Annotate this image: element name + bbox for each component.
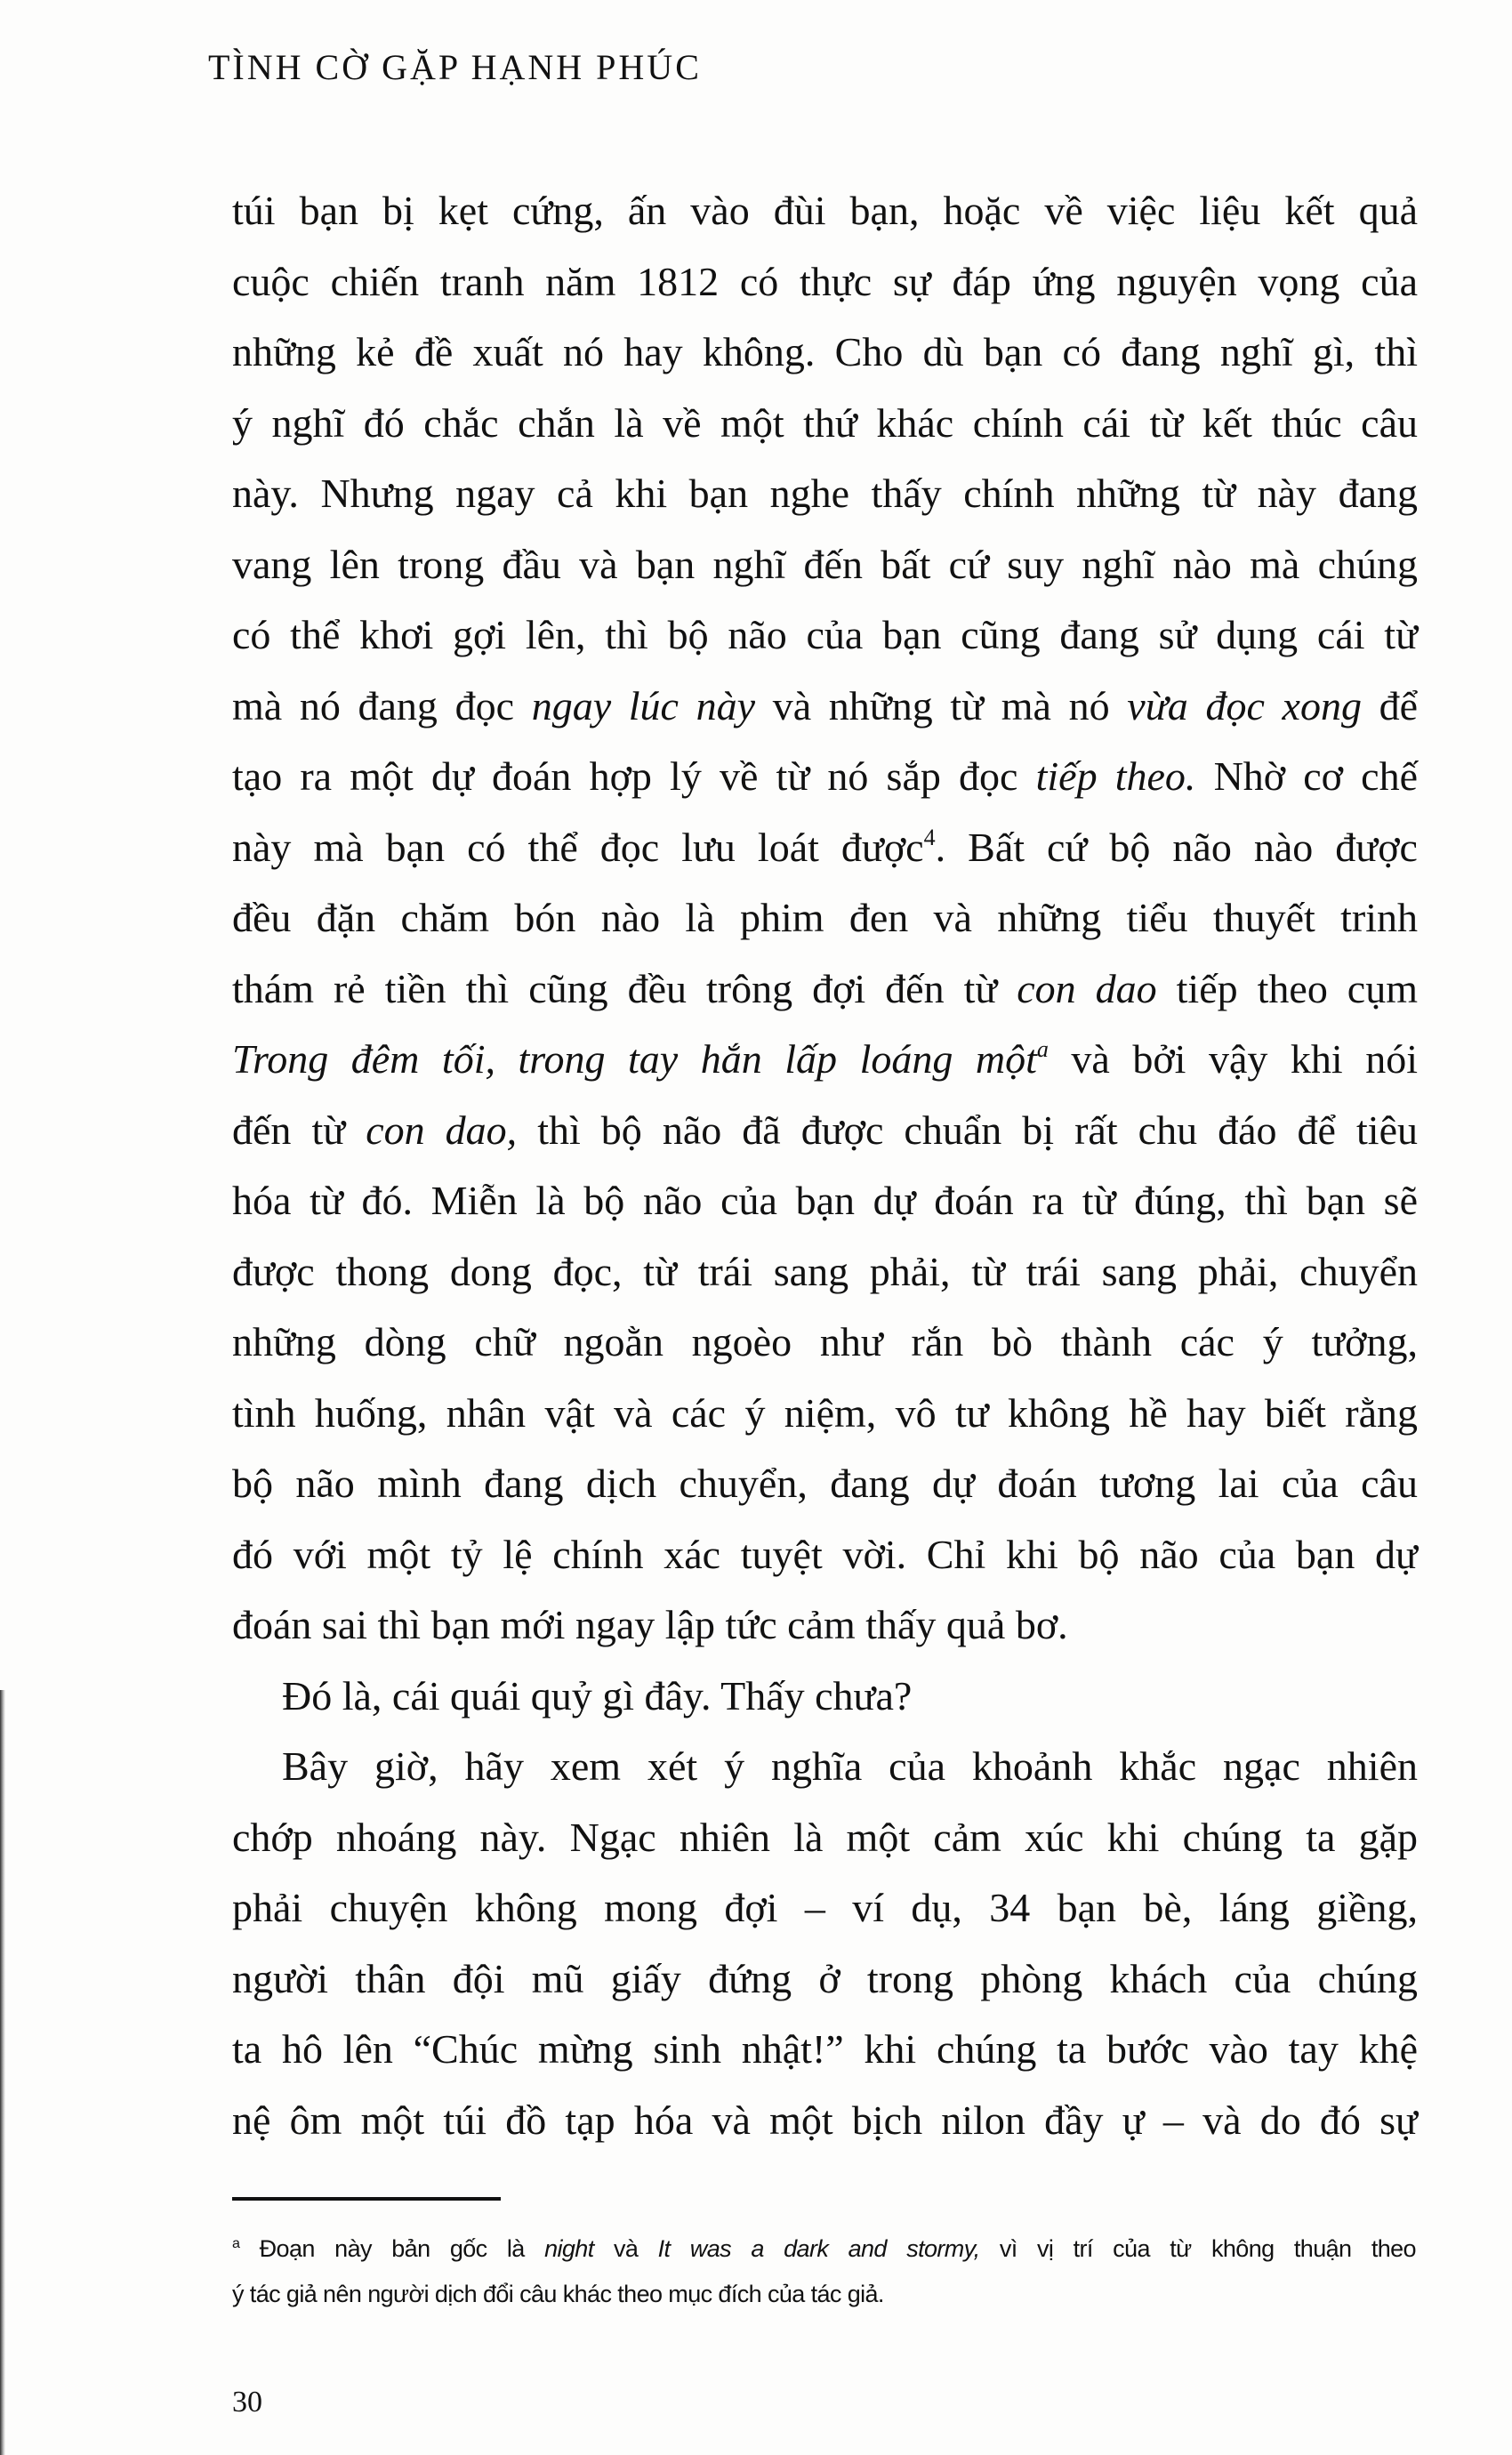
text-segment: những dòng chữ ngoằn ngoèo như rắn bò thành các ý tưởng, [232, 1319, 1418, 1364]
footnote-divider [232, 2197, 501, 2201]
text-line [232, 882, 1418, 954]
text-segment: Nhờ cơ chế [1195, 753, 1418, 799]
text-segment: Đoạn này bản gốc là [239, 2235, 545, 2262]
text-segment: và bởi vậy khi nói [1048, 1036, 1419, 1082]
text-segment: ta hô lên “Chúc mừng sinh nhật!” khi chúng ta bước vào tay khệ [232, 2026, 1418, 2072]
italic-text: con dao [1017, 965, 1157, 1011]
text-line [232, 1731, 1418, 1802]
text-line [232, 1519, 1418, 1590]
text-line [232, 1802, 1418, 1873]
text-segment: người thân đội mũ giấy đứng ở trong phòng khách của chúng [232, 1955, 1418, 2001]
italic-text: vừa đọc xong [1127, 682, 1362, 728]
text-segment: ý nghĩ đó chắc chắn là về một thứ khác chính cái từ kết thúc câu [232, 399, 1418, 446]
text-segment: vang lên trong đầu và bạn nghĩ đến bất cứ suy nghĩ nào mà chúng [232, 541, 1418, 587]
footnote-marker: 4 [923, 824, 936, 850]
text-segment: ý tác giả nên người dịch đổi câu khác theo mục đích của tác giả. [232, 2281, 884, 2307]
text-segment: thì bộ não đã được chuẩn bị rất chu đáo để tiêu [517, 1107, 1418, 1153]
text-line [232, 600, 1418, 671]
text-segment: thám rẻ tiền thì cũng đều trông đợi đến từ [232, 965, 1017, 1011]
text-segment: đoán sai thì bạn mới ngay lập tức cảm thấy quả bơ. [232, 1602, 1068, 1647]
text-line [232, 1165, 1418, 1236]
text-segment: tiếp theo cụm [1156, 965, 1418, 1011]
italic-text: ngay lúc này [531, 682, 756, 728]
text-segment: được thong dong đọc, từ trái sang phải, từ trái sang phải, chuyển [232, 1248, 1418, 1294]
text-segment: và [593, 2235, 658, 2262]
footnote-line [232, 2272, 1416, 2317]
text-line [232, 458, 1418, 529]
text-segment: này. Nhưng ngay cả khi bạn nghe thấy chính những từ này đang [232, 471, 1418, 516]
text-segment: có thể khơi gợi lên, thì bộ não của bạn cũng đang sử dụng cái từ [232, 612, 1418, 657]
footnote [232, 2226, 1416, 2317]
text-line [232, 812, 1418, 883]
text-segment: những kẻ đề xuất nó hay không. Cho dù bạn có đang nghĩ gì, thì [232, 329, 1418, 374]
text-segment: mà nó đang đọc [232, 682, 532, 728]
text-line [232, 1872, 1418, 1944]
text-line [232, 1661, 1418, 1732]
footnote-marker: a [232, 2236, 240, 2251]
text-line [232, 1590, 1418, 1661]
text-segment: cuộc chiến tranh năm 1812 có thực sự đáp ứng nguyện vọng của [232, 258, 1418, 304]
text-line [232, 1944, 1418, 2015]
text-line [232, 2085, 1418, 2156]
text-line [232, 954, 1418, 1025]
body-text [232, 175, 1418, 2155]
text-segment: bộ não mình đang dịch chuyển, đang dự đoán tương lai của câu [232, 1461, 1418, 1506]
text-line [232, 317, 1418, 388]
text-segment: hóa từ đó. Miễn là bộ não của bạn dự đoán ra từ đúng, thì bạn sẽ [232, 1178, 1418, 1223]
page-edge-shadow [0, 1690, 5, 2455]
text-segment: Đó là, cái quái quỷ gì đây. Thấy chưa? [282, 1672, 913, 1718]
text-segment: tình huống, nhân vật và các ý niệm, vô tư không hề hay biết rằng [232, 1389, 1418, 1436]
text-segment: để [1361, 682, 1419, 728]
text-segment: đến từ [232, 1107, 366, 1153]
text-segment: nệ ôm một túi đồ tạp hóa và một bịch nilon đầy ự – và do đó sự [232, 2097, 1418, 2143]
footnote-line [232, 2226, 1416, 2272]
text-segment: và những từ mà nó [755, 682, 1128, 728]
text-line [232, 1024, 1418, 1095]
running-head-book-title: TÌNH CỜ GẶP HẠNH PHÚC [208, 47, 702, 87]
text-segment: Bây giờ, hãy xem xét ý nghĩa của khoảnh khắc ngạc nhiên [282, 1743, 1418, 1789]
text-line [232, 671, 1418, 742]
text-line [232, 1448, 1418, 1519]
page-number: 30 [232, 2386, 262, 2419]
text-line [232, 741, 1418, 812]
text-line [232, 1095, 1418, 1166]
italic-text: con dao, [366, 1107, 518, 1153]
text-segment: chớp nhoáng này. Ngạc nhiên là một cảm xúc khi chúng ta gặp [232, 1814, 1418, 1860]
footnote-marker: a [1036, 1036, 1049, 1062]
text-line [232, 1236, 1418, 1308]
italic-text: It was a dark and stormy, [657, 2235, 980, 2262]
text-line [232, 388, 1418, 459]
text-segment: tạo ra một dự đoán hợp lý về từ nó sắp đọc [232, 753, 1036, 799]
text-segment: phải chuyện không mong đợi – ví dụ, 34 bạn bè, láng giềng, [232, 1885, 1418, 1930]
text-line [232, 1378, 1418, 1449]
italic-text: night [544, 2235, 594, 2262]
text-line [232, 2014, 1418, 2085]
text-segment: vì vị trí của từ không thuận theo [979, 2235, 1416, 2262]
text-line [232, 175, 1418, 246]
italic-text: tiếp theo. [1035, 753, 1196, 799]
text-line [232, 1307, 1418, 1378]
text-segment: đều đặn chăm bón nào là phim đen và những tiểu thuyết trinh [232, 895, 1418, 940]
text-segment: túi bạn bị kẹt cứng, ấn vào đùi bạn, hoặc về việc liệu kết quả [232, 188, 1418, 233]
text-segment: đó với một tỷ lệ chính xác tuyệt vời. Chỉ khi bộ não của bạn dự [232, 1531, 1418, 1577]
italic-text: Trong đêm tối, trong tay hắn lấp loáng một [232, 1036, 1037, 1082]
text-segment: . Bất cứ bộ não nào được [935, 824, 1418, 870]
text-segment: này mà bạn có thể đọc lưu loát được [232, 824, 924, 870]
text-line [232, 529, 1418, 600]
text-line [232, 246, 1418, 318]
